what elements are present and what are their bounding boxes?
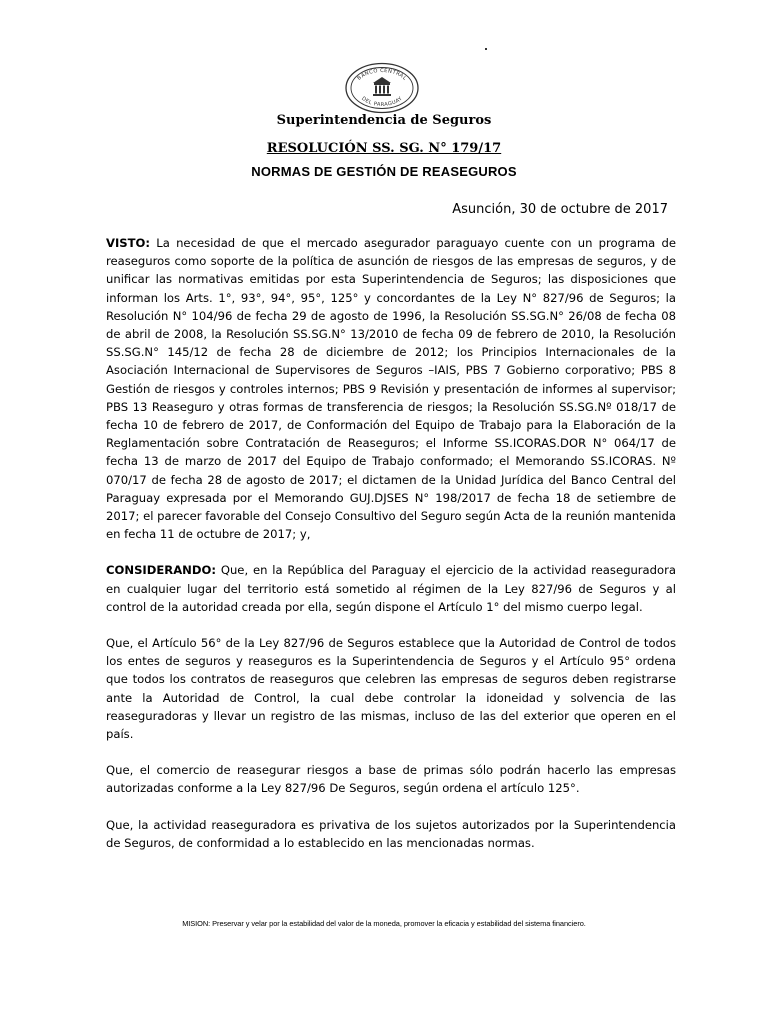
considerando-label: CONSIDERANDO:	[106, 563, 216, 578]
resolution-title: NORMAS DE GESTIÓN DE REASEGUROS	[251, 164, 517, 179]
bank-seal-logo	[344, 62, 420, 114]
mission-footer: MISION: Preservar y velar por la estabilidad del valor de la moneda, promover la eficacia y estabilidad del sistema financiero.	[182, 919, 586, 928]
considerando-text: Que, en la República del Paraguay el ejercicio de la actividad reaseguradora en cualquier lugar del territorio está sometido al régimen de la Ley 827/96 de Seguros y al control de la autoridad creada por ella, según dispone el Artículo 1° del mismo cuerpo legal.	[106, 563, 676, 614]
visto-text: La necesidad de que el mercado asegurador paraguayo cuente con un programa de reaseguros como soporte de la política de asunción de riesgos de las empresas de seguros, y de unificar las normativas emitidas por esta Superintendencia de Seguros; las disposiciones que informan los Arts. 1°, 93°, 94°, 95°, 125° y concordantes de la Ley N° 827/96 de Seguros; la Resolución N° 104/96 de fecha 29 de agosto de 1996, la Resolución SS.SG.N° 26/08 de fecha 08 de abril de 2008, la Resolución SS.SG.N° 13/2010 de fecha 09 de febrero de 2010, la Resolución SS.SG.N° 145/12 de fecha 28 de diciembre de 2012; los Principios Internacionales de la Asociación Internacional de Supervisores de Seguros –IAIS, PBS 7 Gobierno corporativo; PBS 8 Gestión de riesgos y controles internos; PBS 9 Revisión y presentación de informes al supervisor; PBS 13 Reaseguro y otras formas de transferencia de riesgos; la Resolución SS.SG.Nº 018/17 de fecha 10 de febrero de 2017, de Conformación del Equipo de Trabajo para la Elaboración de la Reglamentación sobre Contratación de Reaseguros; el Informe SS.ICORAS.DOR N° 064/17 de fecha 13 de marzo de 2017 del Equipo de Trabajo conformado; el Memorando SS.ICORAS. Nº 070/17 de fecha 28 de agosto de 2017; el dictamen de la Unidad Jurídica del Banco Central del Paraguay expresada por el Memorando GUJ.DJSES N° 198/2017 de fecha 18 de setiembre de 2017; el parecer favorable del Consejo Consultivo del Seguro según Acta de la reunión mantenida en fecha 11 de octubre de 2017; y,	[106, 236, 676, 542]
document-body	[106, 234, 676, 870]
paragraph-reinsurance-activity: Que, la actividad reaseguradora es privativa de los sujetos autorizados por la Superintendencia de Seguros, de conformidad a lo establecido en las mencionadas normas.	[106, 817, 676, 850]
organization-name: Superintendencia de Seguros	[276, 113, 492, 128]
document-date: Asunción, 30 de octubre de 2017	[452, 202, 668, 217]
visto-label: VISTO:	[106, 236, 151, 250]
paragraph-article-125: Que, el comercio de reasegurar riesgos a base de primas sólo podrán hacerlo las empresas autorizadas conforme a la Ley 827/96 De Seguros, según ordena el artículo 125°.	[106, 763, 676, 796]
considerando-paragraph	[106, 561, 676, 616]
visto-paragraph	[106, 234, 676, 543]
resolution-number: RESOLUCIÓN SS. SG. N° 179/17	[266, 141, 502, 156]
stray-mark	[485, 48, 487, 50]
svg-text:DEL PARAGUAY: DEL PARAGUAY	[360, 95, 404, 109]
svg-text:BANCO CENTRAL: BANCO CENTRAL	[356, 67, 408, 82]
paragraph-article-56: Que, el Artículo 56° de la Ley 827/96 de Seguros establece que la Autoridad de Control de todos los entes de seguros y reaseguros es la Superintendencia de Seguros y el Artículo 95° ordena que todos los contratos de reaseguros que celebren las empresas de seguros deben registrarse ante la Autoridad de Control, la cual debe controlar la idoneidad y solvencia de las reaseguradoras y llevar un registro de las mismas, incluso de las del exterior que operen en el país.	[106, 636, 676, 742]
